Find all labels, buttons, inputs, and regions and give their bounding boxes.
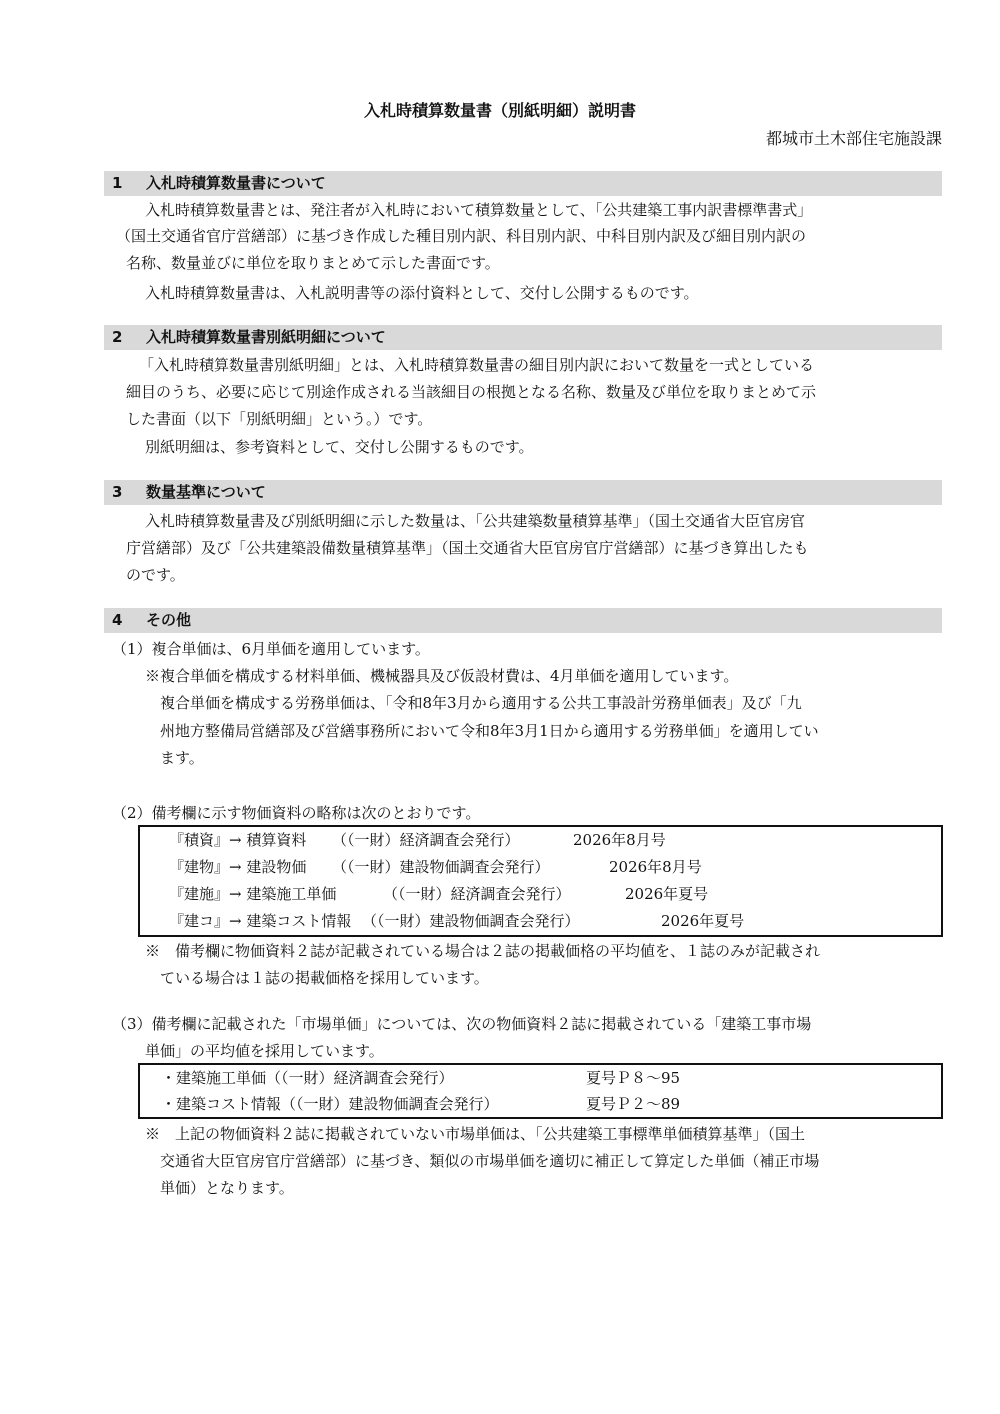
source-name: ・建築施工単価（（一財）経済調査会発行） <box>161 1069 454 1087</box>
reference-abbr: 『建施』→ 建築施工単価 <box>169 885 337 903</box>
item-3-intro: （3）備考欄に記載された「市場単価」については、次の物価資料２誌に掲載されている「建築工事市場 <box>112 1015 812 1033</box>
section-number: 1 <box>112 174 123 192</box>
source-pages: 夏号Ｐ２～89 <box>586 1095 681 1113</box>
reference-publisher: （（一財）建設物価調査会発行） <box>362 912 580 930</box>
reference-publisher: （（一財）経済調査会発行） <box>332 831 520 849</box>
section-1-text: 入札時積算数量書とは、発注者が入札時において積算数量として、「公共建築工事内訳書標準書式」 <box>145 201 813 219</box>
section-2-text: 別紙明細は、参考資料として、交付し公開するものです。 <box>145 438 534 456</box>
item-2-intro: （2）備考欄に示す物価資料の略称は次のとおりです。 <box>112 804 481 822</box>
department-name: 都城市土木部住宅施設課 <box>765 129 942 148</box>
reference-abbr: 『積資』→ 積算資料 <box>169 831 307 849</box>
section-3-text: のです。 <box>126 566 185 584</box>
reference-publisher: （（一財）経済調査会発行） <box>383 885 571 903</box>
section-title: 入札時積算数量書について <box>146 174 326 192</box>
item-2-note: ている場合は１誌の掲載価格を採用しています。 <box>160 969 489 987</box>
item-1-text: ※複合単価を構成する材料単価、機械器具及び仮設材費は、4月単価を適用しています。 <box>145 667 739 685</box>
reference-edition: 2026年夏号 <box>661 912 745 930</box>
section-4-heading <box>104 608 942 633</box>
section-number: 3 <box>112 483 123 501</box>
section-title: 数量基準について <box>146 483 266 501</box>
reference-abbr: 『建物』→ 建設物価 <box>169 858 307 876</box>
section-title: 入札時積算数量書別紙明細について <box>146 328 386 346</box>
section-number: 4 <box>112 611 123 629</box>
item-3-note: 単価）となります。 <box>160 1179 294 1197</box>
section-1-text: 名称、数量並びに単位を取りまとめて示した書面です。 <box>126 254 500 272</box>
reference-list-box <box>138 825 943 937</box>
item-2-note: ※ 備考欄に物価資料２誌が記載されている場合は２誌の掲載価格の平均値を、１誌のみが記載され <box>145 942 821 960</box>
market-price-source-box <box>138 1063 943 1119</box>
section-3-text: 庁営繕部）及び「公共建築設備数量積算基準」（国土交通省大臣官房官庁営繕部）に基づき算出したも <box>126 539 809 557</box>
document-title: 入札時積算数量書（別紙明細）説明書 <box>363 101 636 120</box>
item-3-intro: 単価」の平均値を採用しています。 <box>145 1042 384 1060</box>
source-pages: 夏号Ｐ８～95 <box>586 1069 681 1087</box>
item-3-note: 交通省大臣官房官庁営繕部）に基づき、類似の市場単価を適切に補正して算定した単価（補正市場 <box>160 1152 820 1170</box>
section-1-text: （国土交通省官庁営繕部）に基づき作成した種目別内訳、科目別内訳、中科目別内訳及び細目別内訳の <box>116 227 807 245</box>
reference-abbr: 『建コ』→ 建築コスト情報 <box>169 912 352 930</box>
section-title: その他 <box>146 611 192 629</box>
section-2-text: した書面（以下「別紙明細」という。）です。 <box>126 410 433 428</box>
section-3-heading <box>104 480 942 505</box>
section-3-text: 入札時積算数量書及び別紙明細に示した数量は、「公共建築数量積算基準」（国土交通省大臣官房官 <box>145 512 806 530</box>
item-1-text: ます。 <box>160 749 204 767</box>
section-2-text: 細目のうち、必要に応じて別途作成される当該細目の根拠となる名称、数量及び単位を取りまとめて示 <box>126 383 817 401</box>
section-2-text: 「入札時積算数量書別紙明細」とは、入札時積算数量書の細目別内訳において数量を一式としている <box>139 356 815 374</box>
section-number: 2 <box>112 328 123 346</box>
reference-edition: 2026年夏号 <box>625 885 709 903</box>
reference-edition: 2026年8月号 <box>573 831 666 849</box>
reference-edition: 2026年8月号 <box>609 858 702 876</box>
reference-publisher: （（一財）建設物価調査会発行） <box>332 858 550 876</box>
item-1-text: （1）複合単価は、6月単価を適用しています。 <box>112 640 430 658</box>
source-name: ・建築コスト情報（（一財）建設物価調査会発行） <box>161 1095 499 1113</box>
section-1-text: 入札時積算数量書は、入札説明書等の添付資料として、交付し公開するものです。 <box>145 284 699 302</box>
item-1-text: 州地方整備局営繕部及び営繕事務所において令和8年3月1日から適用する労務単価」を適用してい <box>160 722 819 740</box>
section-1-heading <box>104 171 942 196</box>
section-2-heading <box>104 325 942 350</box>
item-3-note: ※ 上記の物価資料２誌に掲載されていない市場単価は、「公共建築工事標準単価積算基準」（国土 <box>145 1125 806 1143</box>
item-1-text: 複合単価を構成する労務単価は、「令和8年3月から適用する公共工事設計労務単価表」及び「九 <box>160 694 802 712</box>
